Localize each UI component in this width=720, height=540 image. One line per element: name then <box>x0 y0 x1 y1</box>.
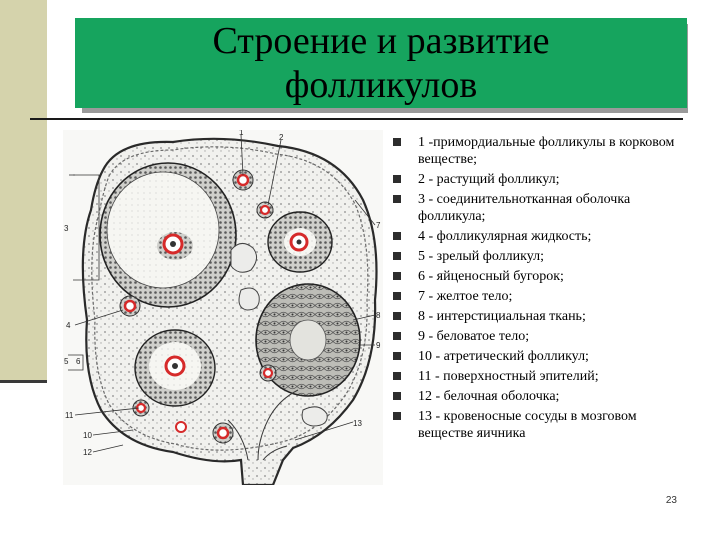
callout-13: 13 <box>353 419 362 428</box>
legend-item-text: 9 - беловатое тело; <box>418 329 530 344</box>
square-bullet-icon <box>393 392 401 400</box>
legend-list <box>391 134 691 445</box>
callout-12: 12 <box>83 448 92 457</box>
ovary-section-illustration <box>63 130 383 485</box>
square-bullet-icon <box>393 312 401 320</box>
list-item <box>391 171 691 188</box>
legend-item-text: 11 - поверхностный эпителий; <box>418 369 599 384</box>
antral-follicle <box>135 330 215 406</box>
legend-item-text: 10 - атретический фолликул; <box>418 349 589 364</box>
callout-1: 1 <box>239 130 244 137</box>
square-bullet-icon <box>393 175 401 183</box>
list-item <box>391 348 691 365</box>
square-bullet-icon <box>393 332 401 340</box>
square-bullet-icon <box>393 232 401 240</box>
square-bullet-icon <box>393 138 401 146</box>
legend-item-text: 8 - интерстициальная ткань; <box>418 309 586 324</box>
legend-item-text: 1 -примордиальные фолликулы в корковом веществе; <box>418 135 675 167</box>
list-item <box>391 328 691 345</box>
title-box <box>75 18 687 108</box>
square-bullet-icon <box>393 272 401 280</box>
list-item <box>391 368 691 385</box>
square-bullet-icon <box>393 412 401 420</box>
side-bar-rule <box>0 380 47 383</box>
mature-follicle <box>100 163 236 307</box>
callout-4: 4 <box>66 321 71 330</box>
square-bullet-icon <box>393 195 401 203</box>
legend-item-text: 3 - соединительнотканная оболочка фолликула; <box>418 192 631 224</box>
legend-item-text: 4 - фолликулярная жидкость; <box>418 229 592 244</box>
list-item <box>391 228 691 245</box>
square-bullet-icon <box>393 372 401 380</box>
legend-item-text: 6 - яйценосный бугорок; <box>418 269 564 284</box>
callout-6: 6 <box>76 357 81 366</box>
callout-8: 8 <box>376 311 381 320</box>
callout-5: 5 <box>64 357 69 366</box>
legend-item-text: 7 - желтое тело; <box>418 289 513 304</box>
square-bullet-icon <box>393 352 401 360</box>
list-item <box>391 388 691 405</box>
growing-follicle <box>268 212 332 272</box>
square-bullet-icon <box>393 252 401 260</box>
slide-title: Строение и развитие фолликулов <box>212 20 550 106</box>
callout-10: 10 <box>83 431 92 440</box>
callout-2: 2 <box>279 133 284 142</box>
list-item <box>391 191 691 225</box>
list-item <box>391 288 691 305</box>
legend-item-text: 13 - кровеносные сосуды в мозговом веществе яичника <box>418 409 637 441</box>
list-item <box>391 134 691 168</box>
title-underline <box>30 118 683 120</box>
list-item <box>391 308 691 325</box>
list-item <box>391 248 691 265</box>
callout-7: 7 <box>376 221 381 230</box>
list-item <box>391 268 691 285</box>
square-bullet-icon <box>393 292 401 300</box>
decorative-side-bar <box>0 0 47 383</box>
legend-item-text: 12 - белочная оболочка; <box>418 389 560 404</box>
callout-3: 3 <box>64 224 69 233</box>
legend-item-text: 5 - зрелый фолликул; <box>418 249 545 264</box>
page-number: 23 <box>665 495 677 506</box>
list-item <box>391 408 691 442</box>
legend-item-text: 2 - растущий фолликул; <box>418 172 560 187</box>
callout-11: 11 <box>65 411 74 420</box>
callout-9: 9 <box>376 341 381 350</box>
